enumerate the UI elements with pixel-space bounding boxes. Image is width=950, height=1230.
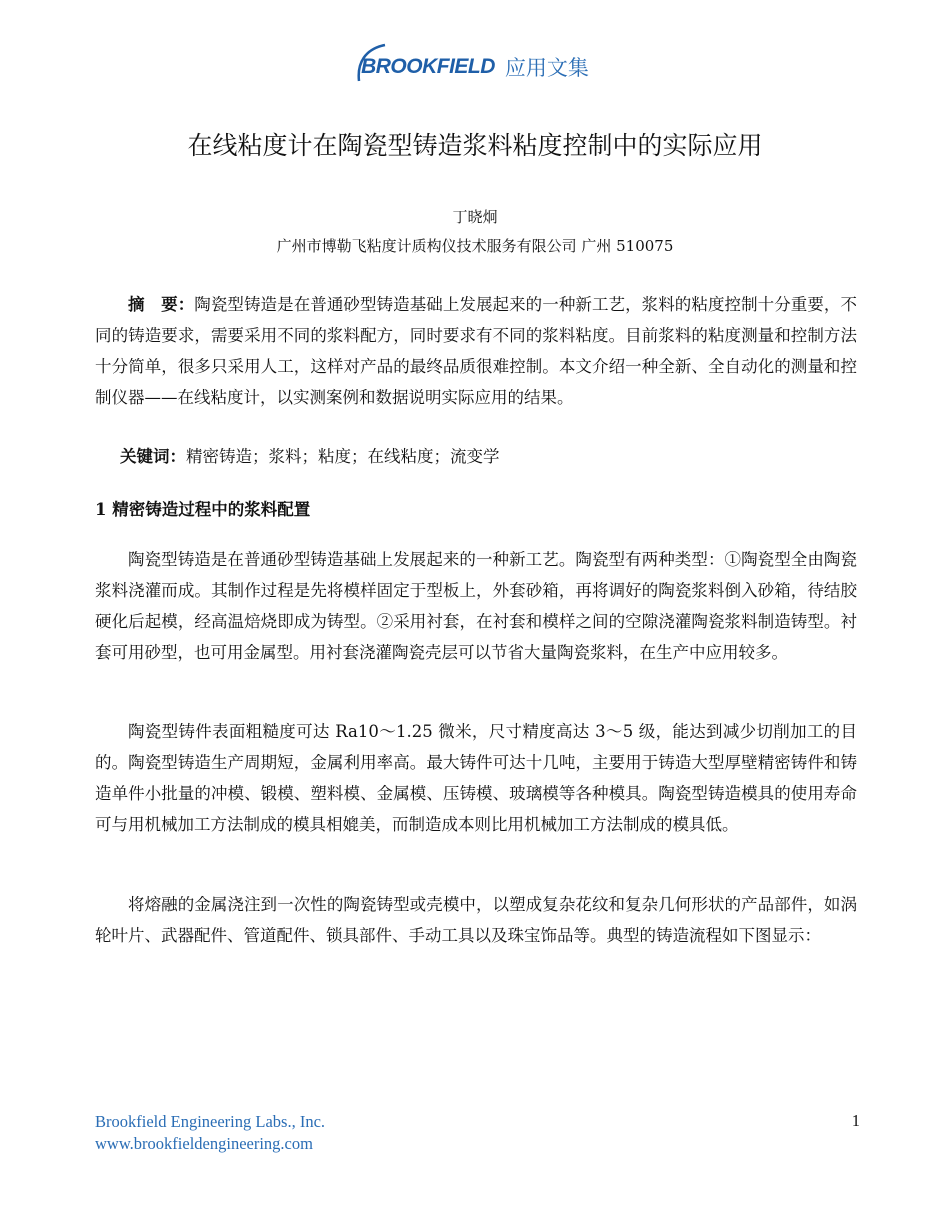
keywords — [95, 441, 882, 472]
document-header — [0, 52, 950, 102]
header-subtitle: 应用文集 — [504, 56, 589, 80]
logo-arc-icon — [355, 43, 389, 83]
footer-company: Brookfield Engineering Labs., Inc. — [95, 1112, 326, 1131]
keywords-label: 关键词： — [120, 447, 186, 466]
footer-contact — [95, 1111, 325, 1155]
keywords-text: 精密铸造；浆料；粘度；在线粘度；流变学 — [186, 447, 500, 466]
brookfield-logo — [361, 55, 495, 79]
author-name: 丁晓炯 — [452, 208, 498, 226]
abstract-text: 陶瓷型铸造是在普通砂型铸造基础上发展起来的一种新工艺，浆料的粘度控制十分重要，不同的铸造要求，需要采用不同的浆料配方，同时要求有不同的浆料粘度。目前浆料的粘度测量和控制方法十分简单，很多只采用人工，这样对产品的最终品质很难控制。本文介绍一种全新、全自动化的测量和控制仪器——在线粘度计，以实测案例和数据说明实际应用的结果。 — [95, 295, 858, 407]
abstract — [95, 289, 857, 413]
footer-website[interactable]: www.brookfieldengineering.com — [95, 1134, 313, 1153]
brand-header — [361, 52, 589, 82]
paragraph-3: 将熔融的金属浇注到一次性的陶瓷铸型或壳模中，以塑成复杂花纹和复杂几何形状的产品部件，如涡轮叶片、武器配件、管道配件、锁具部件、手动工具以及珠宝饰品等。典型的铸造流程如下图显示： — [95, 895, 857, 945]
page-number: 1 — [851, 1111, 860, 1130]
paragraph-2: 陶瓷型铸件表面粗糙度可达 Ra10～1.25 微米，尺寸精度高达 3～5 级，能达到减少切削加工的目的。陶瓷型铸造生产周期短，金属利用率高。最大铸件可达十几吨，主要用于铸造大型厚壁精密铸件和铸造单件小批量的冲模、锻模、塑料模、金属模、压铸模、玻璃模等各种模具。陶瓷型铸造模具的使用寿命可与用机械加工方法制成的模具相媲美，而制造成本则比用机械加工方法制成的模具低。 — [95, 722, 857, 834]
paragraph-1: 陶瓷型铸造是在普通砂型铸造基础上发展起来的一种新工艺。陶瓷型有两种类型：①陶瓷型全由陶瓷浆料浇灌而成。其制作过程是先将模样固定于型板上，外套砂箱，再将调好的陶瓷浆料倒入砂箱，待结胶硬化后起模，经高温焙烧即成为铸型。②采用衬套，在衬套和模样之间的空隙浇灌陶瓷浆料制造铸型。衬套可用砂型，也可用金属型。用衬套浇灌陶瓷壳层可以节省大量陶瓷浆料，在生产中应用较多。 — [95, 550, 857, 662]
author-affiliation: 广州市博勒飞粘度计质构仪技术服务有限公司 广州 510075 — [276, 237, 674, 255]
logo-wordmark: BROOKFIELD — [361, 55, 495, 78]
document-title: 在线粘度计在陶瓷型铸造浆料粘度控制中的实际应用 — [187, 131, 763, 160]
abstract-label: 摘 要： — [128, 295, 195, 314]
section-heading: 1 精密铸造过程中的浆料配置 — [95, 500, 311, 519]
